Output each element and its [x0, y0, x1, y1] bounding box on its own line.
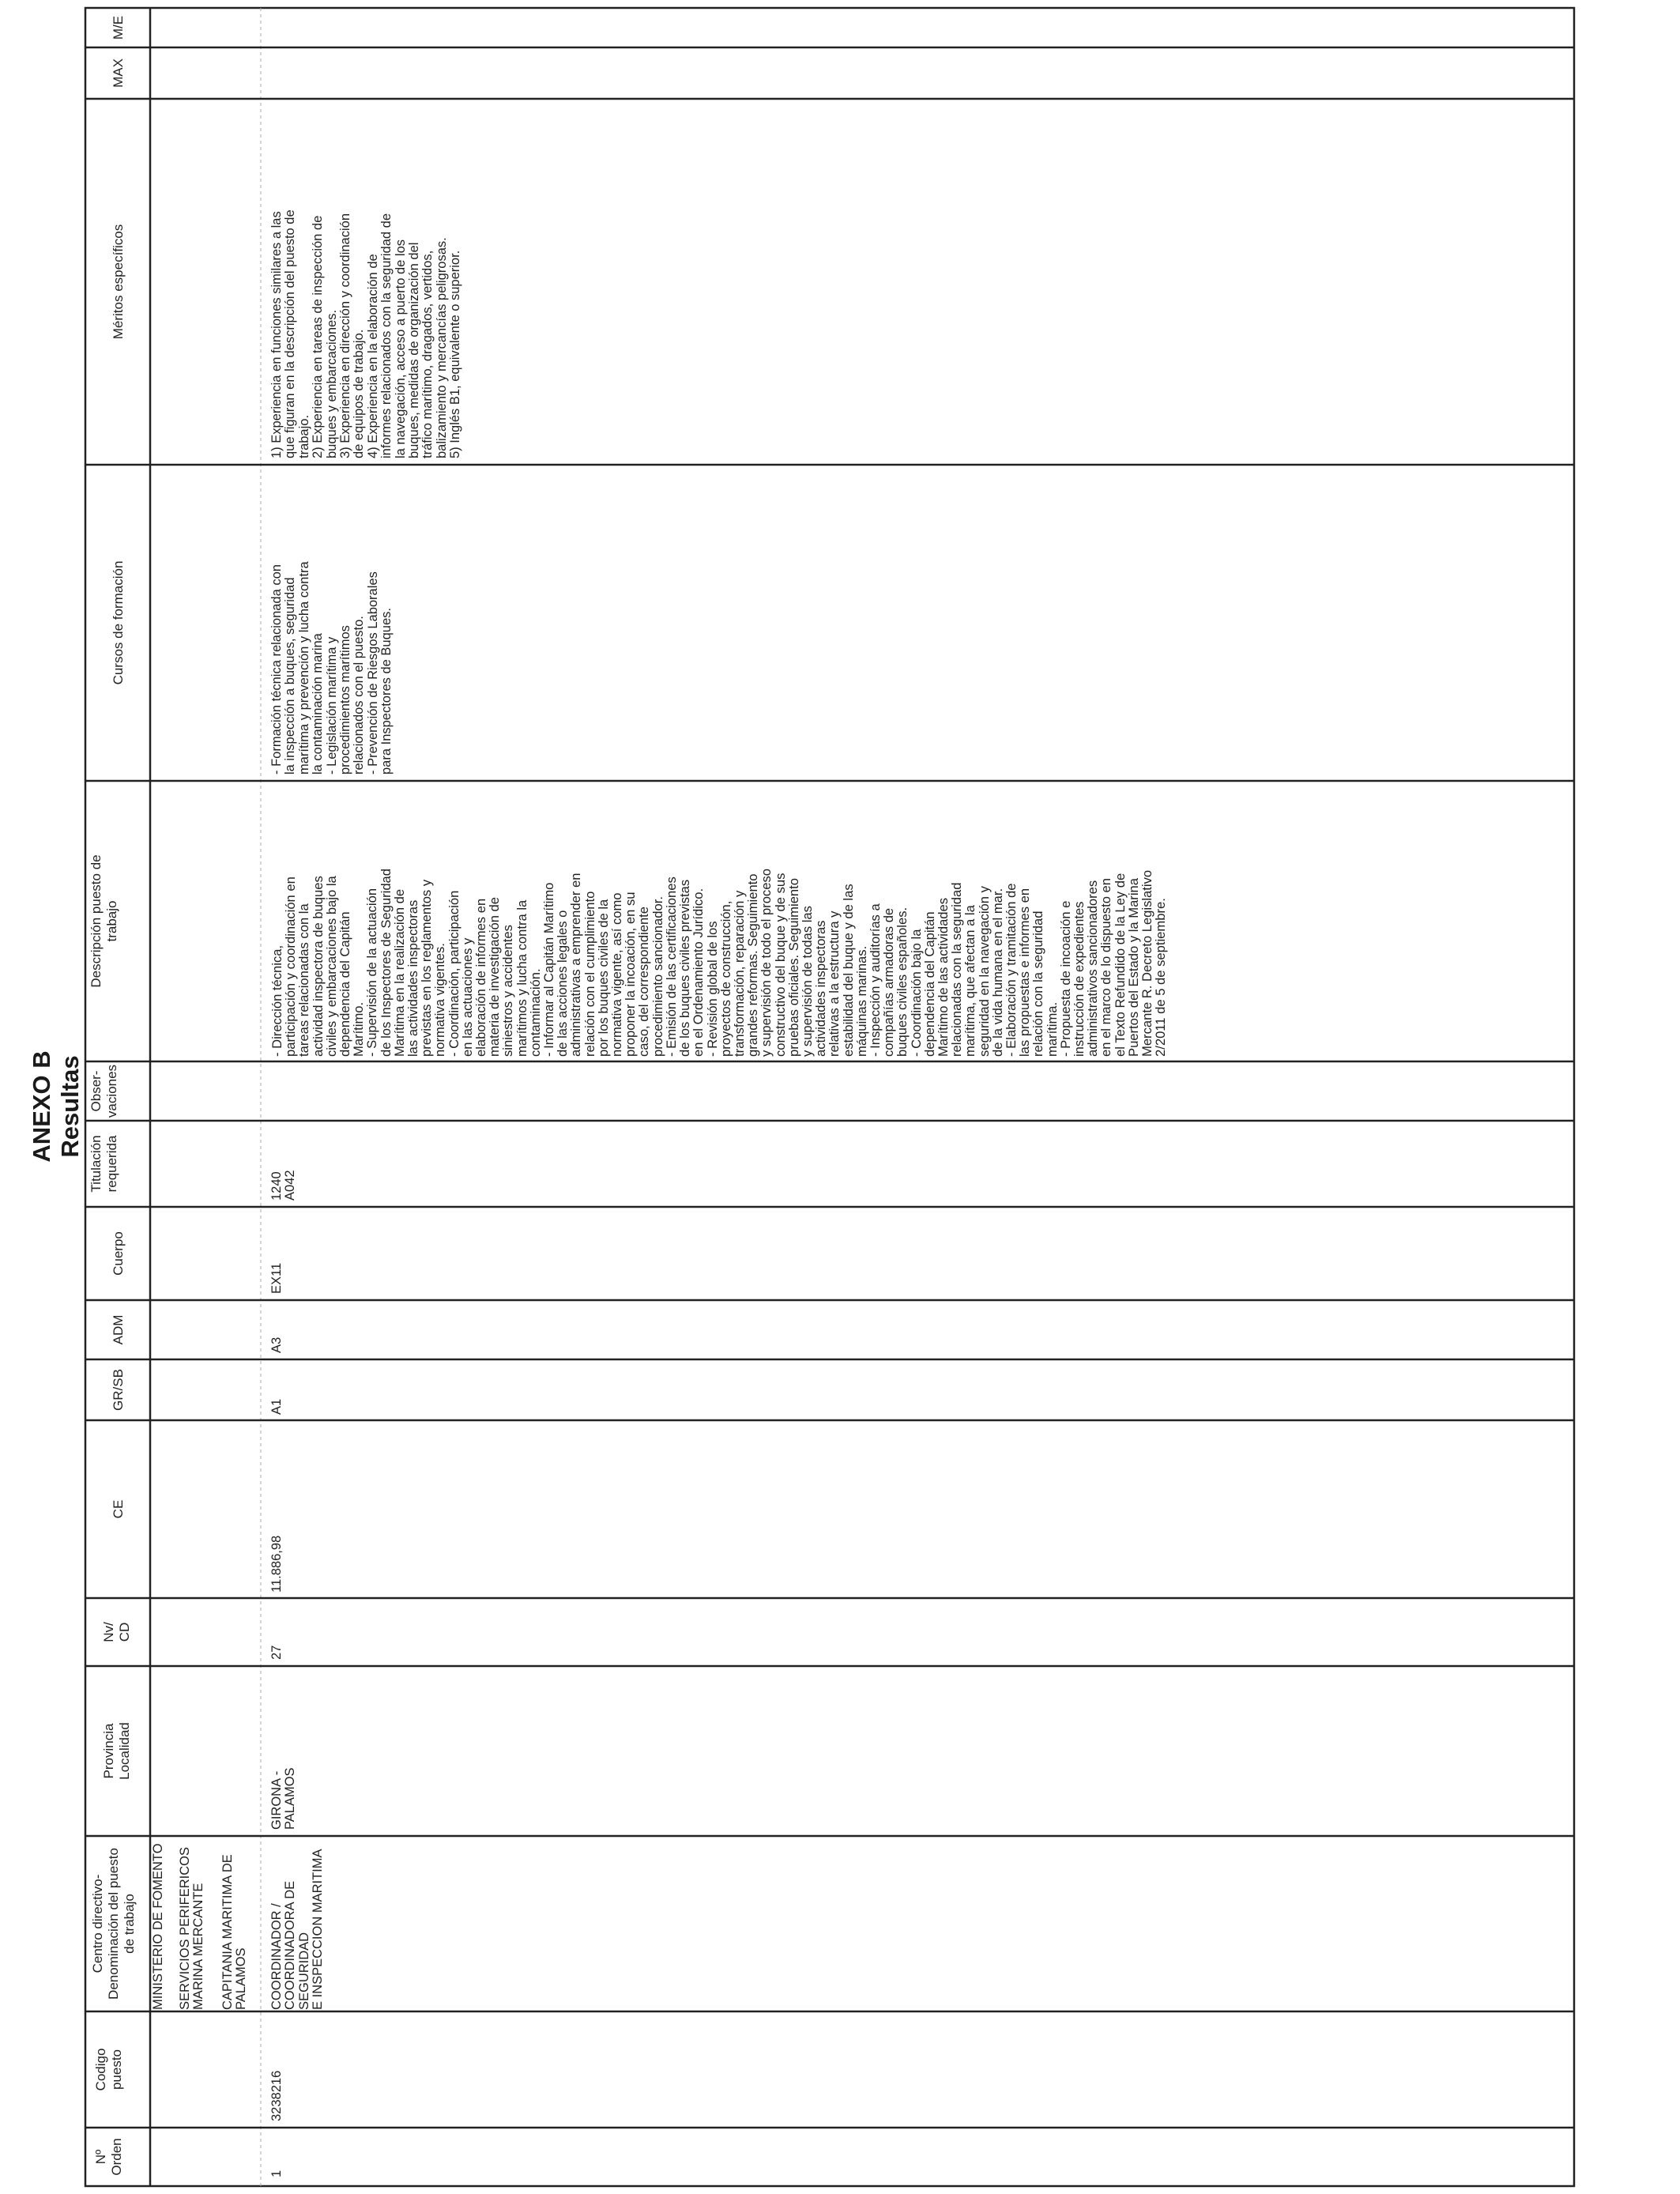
cell-grupo: A1 [269, 1398, 284, 1415]
header-observaciones: Obser- vaciones [89, 1064, 119, 1118]
page-title: ANEXO B [28, 1050, 55, 1163]
header-ce: CE [111, 1499, 126, 1519]
cell-max [270, 46, 286, 93]
header-descripcion: Descripción puesto de trabajo [89, 854, 119, 988]
cell-meritos: 1) Experiencia en funciones similares a las que figuran en la descripción del puesto de trabajo. 2) Experiencia en tareas de inspección de buques y embarcaciones. 3) Experiencia en dirección y coordinación de equipos de trabajo. 4) Experiencia en la elaboración de informes relacionados con la seguridad de la navegación, acceso a puerto de los buques, medidas de organización del tráfico marítimo, dragados, vertidos, balizamiento y mercancías peligrosas. 5) Inglés B1, equivalente o superior. [269, 209, 463, 458]
header-orden: Nº Orden [93, 2138, 124, 2176]
cell-observaciones [270, 1059, 286, 1114]
cell-cursos: - Formación técnica relacionada con la inspección a buques, seguridad marítima y prevención y lucha contra la contaminación marina - Legislación marítima y procedimientos marítimos relacionados con el puesto. - Prevención de Riesgos Laborales para Inspectores de Buques. [269, 561, 394, 775]
group-servicios: SERVICIOS PERIFERICOS MARINA MERCANTE [178, 1847, 206, 2010]
page-subtitle: Resultas [56, 1055, 84, 1158]
cell-ce: 11.886,98 [269, 1535, 284, 1593]
cell-me [270, 8, 286, 43]
cell-cuerpo: EX11 [269, 1262, 284, 1294]
header-grupo: GR/SB [111, 1369, 126, 1411]
cell-orden: 1 [269, 2169, 284, 2177]
header-codigo: Codigo puesto [93, 2048, 124, 2091]
cell-codigo: 3238216 [269, 2070, 284, 2121]
header-titulacion: Titulación requerida [89, 1135, 119, 1193]
group-ministerio: MINISTERIO DE FOMENTO [151, 1843, 165, 2010]
cell-denominacion: COORDINADOR / COORDINADORA DE SEGURIDAD E INSPECCION MARITIMA [269, 1849, 326, 2010]
header-meritos: Méritos específicos [111, 224, 126, 340]
header-cuerpo: Cuerpo [111, 1231, 126, 1276]
header-nivel: Nv/ CD [101, 1622, 132, 1642]
header-centro: Centro directivo- Denominación del puesto de trabajo [90, 1848, 137, 2000]
cell-titulacion: 1240 A042 [269, 1170, 298, 1201]
header-provincia: Provincia Localidad [101, 1722, 132, 1780]
cell-nivel: 27 [269, 1645, 284, 1660]
header-me: M/E [111, 15, 126, 40]
header-max: MAX [111, 58, 126, 88]
group-capitania: CAPITANIA MARITIMA DE PALAMOS [220, 1854, 249, 2010]
cell-adm: A3 [269, 1336, 284, 1353]
cell-descripcion: - Dirección técnica, participación y coordinación en tareas relacionadas con la actividad inspectora de buques civiles y embarcaciones bajo la dependencia del Capitán Marítimo. - Supervisión de la actuación de los Inspectores de Seguridad Marítima en la realización de las actividades inspectoras previstas en los reglamentos y normativa vigentes. - Coordinación, participación en las actuaciones y elaboración de informes en materia de investigación de siniestros y accidentes marítimos y lucha contra la contaminación. - Informar al Capitán Marítimo de las acciones legales o administrativas a emprender en relación con el cumplimiento por los buques civiles de la normativa vigente, así como proponer la incoación, en su caso, del correspondiente procedimiento sancionador. - Emisión de las certificaciones de los buques civiles previstas en el Ordenamiento Jurídico. - Revisión global de los proyectos de construcción, transformación, reparación y grandes reformas. Seguimiento y supervisión de todo el proceso constructivo del buque y de sus pruebas oficiales. Seguimiento y supervisión de todas las actividades inspectoras relativas a la estructura y estabilidad del buque y de las máquinas marinas. - Inspección y auditorías a compañías armadoras de buques civiles españoles. - Coordinación bajo la dependencia del Capitán Marítimo de las actividades relacionadas con la seguridad marítima, que afectan a la seguridad en la navegación y de la vida humana en el mar. - Elaboración y tramitación de las propuestas e informes en relación con la seguridad marítima. - Propuesta de incoación e instrucción de expedientes administrativos sancionadores en el marco de lo dispuesto en el Texto Refundido de la Ley de Puertos del Estado y la Marina Mercante R. Decreto Legislativo 2/2011 de 5 de septiembre. [269, 868, 1169, 1057]
header-cursos: Cursos de formación [111, 560, 126, 685]
cell-provincia: GIRONA - PALAMOS [269, 1767, 298, 1830]
header-adm: ADM [111, 1314, 126, 1345]
